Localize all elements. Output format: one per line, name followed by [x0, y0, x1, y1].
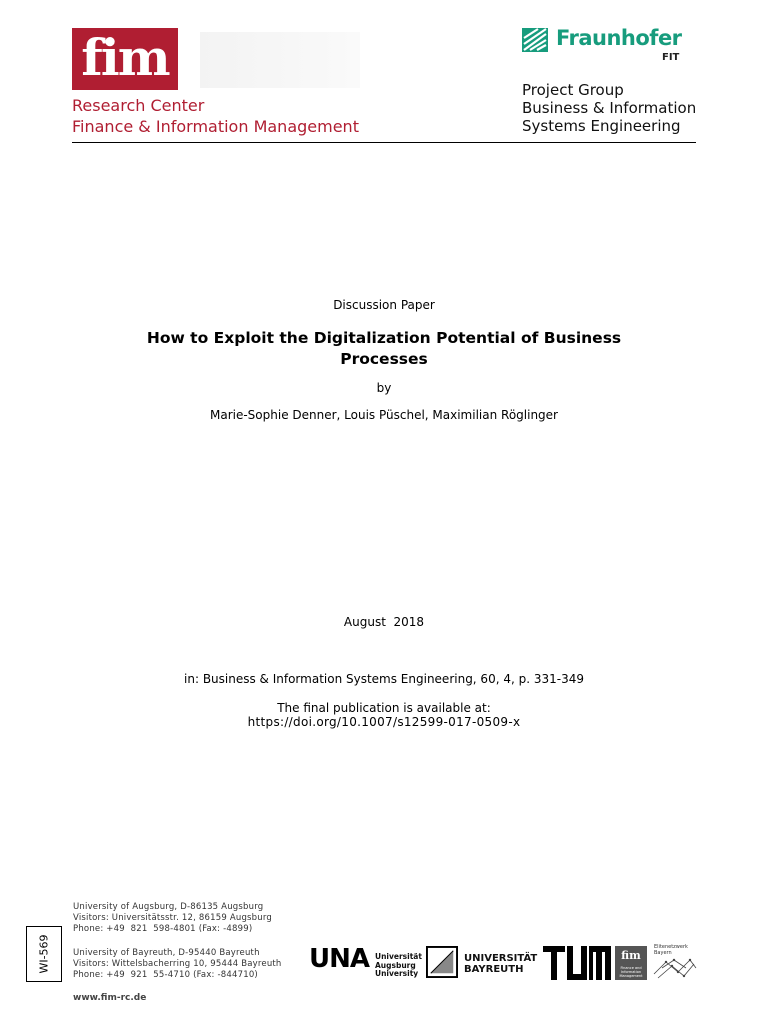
augsburg-label-3: University	[375, 969, 419, 978]
fim-small-label: fim	[621, 949, 641, 962]
header-fade-graphic	[200, 32, 360, 88]
augsburg-address-line2: Visitors: Universitätsstr. 12, 86159 Augsburg	[73, 913, 273, 923]
by-label: by	[376, 381, 392, 395]
fraunhofer-name: Fraunhofer	[556, 26, 682, 50]
citation: in: Business & Information Systems Engineering, 60, 4, p. 331-349	[184, 672, 584, 686]
university-bayreuth-logo-icon	[426, 946, 458, 978]
wi-number-box	[26, 926, 62, 982]
authors: Marie-Sophie Denner, Louis Püschel, Maximilian Röglinger	[209, 408, 558, 422]
project-group-line3: Systems Engineering	[522, 117, 681, 135]
university-augsburg-logo: UNA	[309, 944, 369, 974]
doi-link[interactable]: https://doi.org/10.1007/s12599-017-0509-x	[247, 715, 521, 729]
augsburg-address-line3: Phone: +49 821 598-4801 (Fax: -4899)	[73, 924, 253, 934]
paper-title	[0, 328, 768, 370]
paper-title-line1: How to Exploit the Digitalization Potential of Business	[146, 329, 622, 347]
elitenetzwerk-logo-icon	[652, 954, 698, 980]
fim-small-logo	[615, 946, 647, 980]
fraunhofer-unit: FIT	[662, 52, 680, 63]
augsburg-label-1: Universität	[375, 952, 422, 961]
university-augsburg-label	[375, 953, 422, 979]
website-link[interactable]: www.fim-rc.de	[73, 993, 147, 1003]
fim-logo	[72, 28, 178, 90]
research-center-line2: Finance & Information Management	[72, 117, 359, 136]
elitenetzwerk-label: Elitenetzwerk Bayern	[654, 944, 688, 956]
augsburg-label-2: Augsburg	[375, 960, 416, 970]
tum-logo-icon	[543, 946, 611, 980]
publication-note: The final publication is available at:	[277, 701, 491, 715]
wi-number: WI-569	[37, 934, 51, 974]
university-bayreuth-label	[464, 953, 537, 975]
paper-title-line2: Processes	[340, 350, 428, 368]
publication-date: August 2018	[343, 615, 425, 629]
fim-small-sub: Finance and Information Management	[619, 966, 643, 978]
header-divider	[72, 142, 696, 143]
fraunhofer-logo-icon	[522, 28, 548, 52]
bayreuth-address-line1: University of Bayreuth, D-95440 Bayreuth	[73, 948, 260, 958]
project-group-line1: Project Group	[522, 81, 624, 99]
fim-logo-text: fim	[81, 28, 169, 87]
bayreuth-address-line3: Phone: +49 921 55-4710 (Fax: -844710)	[73, 970, 258, 980]
bayreuth-label-2: BAYREUTH	[464, 964, 524, 975]
bayreuth-label-1: UNIVERSITÄT	[464, 953, 538, 964]
research-center-line1: Research Center	[72, 96, 205, 115]
paper-type: Discussion Paper	[333, 298, 435, 312]
augsburg-address-line1: University of Augsburg, D-86135 Augsburg	[73, 902, 264, 912]
bayreuth-address-line2: Visitors: Wittelsbacherring 10, 95444 Bayreuth	[73, 959, 282, 969]
project-group-line2: Business & Information	[522, 99, 697, 117]
